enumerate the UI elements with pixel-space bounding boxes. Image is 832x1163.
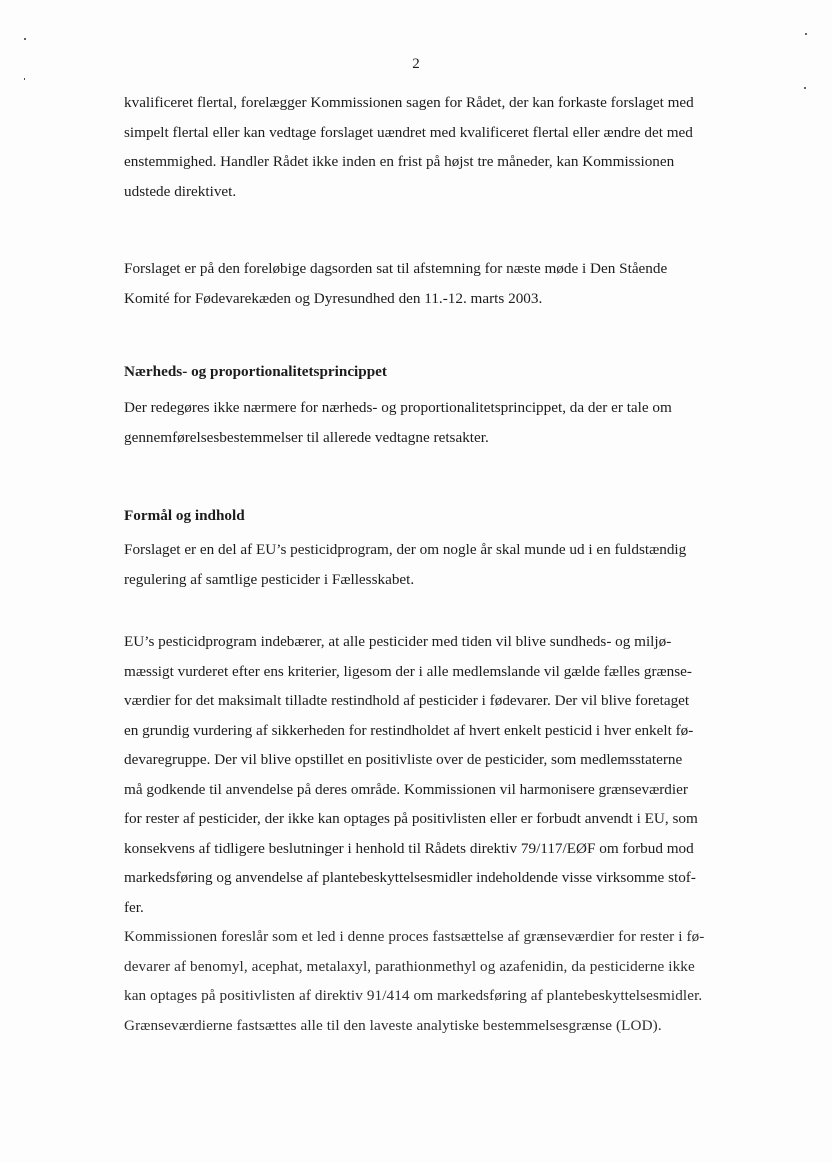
text-line: værdier for det maksimalt tilladte restindhold af pesticider i fødevarer. Der vil blive foretaget [124,692,690,709]
text-line: kan optages på positivlisten af direktiv 91/414 om markedsføring af plantebeskyttelsesmidler. [124,987,703,1004]
paragraph [124,393,764,452]
paragraph [124,922,764,1040]
text-line: fer. [124,898,144,916]
text-line: Kommissionen foreslår som et led i denne proces fastsættelse af grænseværdier for rester i fø- [124,928,705,945]
paragraph [124,535,764,594]
text-line: Komité for Fødevarekæden og Dyresundhed den 11.-12. marts 2003. [124,289,543,307]
text-line: gennemførelsesbestemmelser til allerede vedtagne retsakter. [124,428,489,446]
text-line: devarer af benomyl, acephat, metalaxyl, parathionmethyl og azafenidin, da pesticiderne ikke [124,957,695,975]
text-line: Forslaget er på den foreløbige dagsorden sat til afstemning for næste møde i Den Stående [124,260,668,277]
section-heading [124,362,764,382]
scan-speck [805,33,807,35]
text-line: Grænseværdierne fastsættes alle til den laveste analytiske bestemmelsesgrænse (LOD). [124,1016,662,1034]
text-line: EU’s pesticidprogram indebærer, at alle pesticider med tiden vil blive sundheds- og miljø- [124,633,672,650]
text-line: mæssigt vurderet efter ens kriterier, ligesom der i alle medlemslande vil gælde fælles grænse- [124,662,692,680]
scan-speck [24,38,26,40]
paragraph [124,254,764,313]
text-line: markedsføring og anvendelse af plantebeskyttelsesmidler indeholdende visse virksomme stof- [124,869,696,886]
page-number: 2 [412,56,420,72]
section-heading [124,506,764,526]
text-line: Der redegøres ikke nærmere for nærheds- og proportionalitetsprincippet, da der er tale om [124,399,672,416]
text-line: devaregruppe. Der vil blive opstillet en positivliste over de pesticider, som medlemsstaterne [124,751,683,768]
text-line: regulering af samtlige pesticider i Fællesskabet. [124,570,415,588]
heading-text: Nærheds- og proportionalitetsprincippet [124,363,387,380]
paragraph [124,627,764,922]
text-line: konsekvens af tidligere beslutninger i henhold til Rådets direktiv 79/117/EØF om forbud mod [124,839,694,857]
text-line: en grundig vurdering af sikkerheden for restindholdet af hvert enkelt pesticid i hver enkelt fø- [124,721,694,739]
text-line: enstemmighed. Handler Rådet ikke inden en frist på højst tre måneder, kan Kommissionen [124,153,675,170]
text-line: simpelt flertal eller kan vedtage forslaget uændret med kvalificeret flertal eller ændre det med [124,123,693,141]
text-line: Forslaget er en del af EU’s pesticidprogram, der om nogle år skal munde ud i en fuldstændig [124,541,687,558]
text-line: udstede direktivet. [124,182,237,200]
text-line: kvalificeret flertal, forelægger Kommissionen sagen for Rådet, der kan forkaste forslaget med [124,94,694,111]
text-line: må godkende til anvendelse på deres område. Kommissionen vil harmonisere grænseværdier [124,780,688,798]
paragraph [124,88,764,206]
heading-text: Formål og indhold [124,507,245,524]
text-line: for rester af pesticider, der ikke kan optages på positivlisten eller er forbudt anvendt i EU, som [124,810,698,827]
scan-speck [804,87,806,89]
scan-speck [24,78,25,80]
